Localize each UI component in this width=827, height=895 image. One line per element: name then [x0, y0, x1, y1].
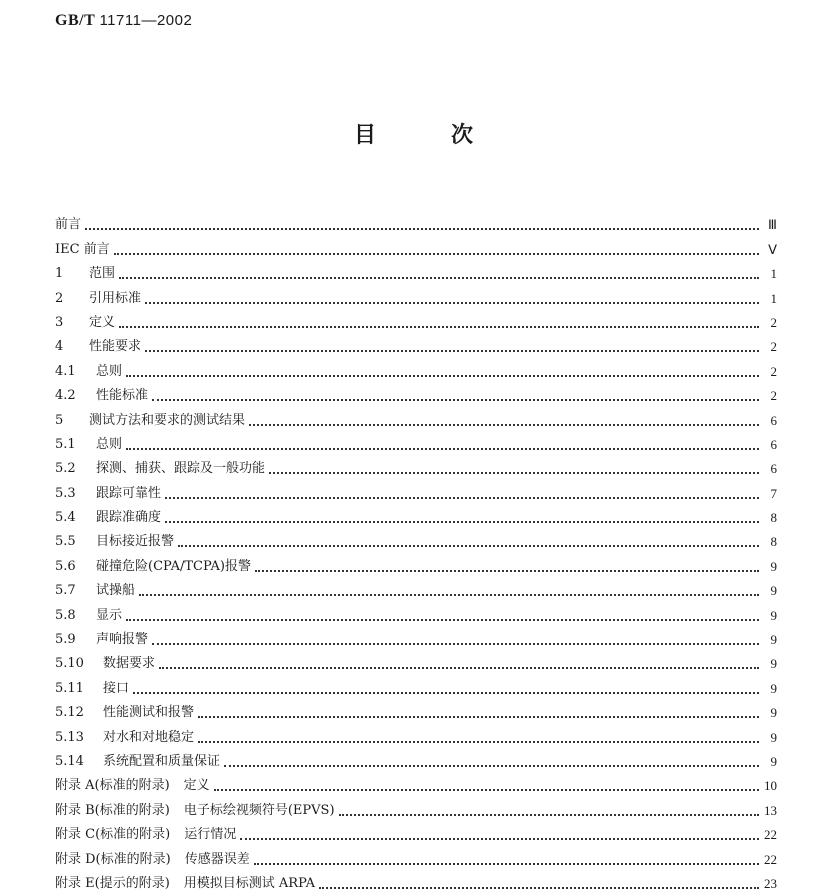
toc-title: 系统配置和质量保证	[103, 753, 221, 769]
toc-appendix-label: 附录 A(标准的附录)	[55, 778, 170, 794]
toc-leader	[165, 520, 759, 523]
toc-number: 5.7	[55, 583, 76, 599]
toc-entry[interactable]	[55, 624, 777, 648]
toc-number: 4	[55, 339, 64, 355]
toc-number: 5.2	[55, 461, 76, 477]
toc-entry[interactable]	[55, 453, 777, 477]
toc-page: 6	[770, 461, 777, 477]
title-char-2: 次	[451, 123, 474, 148]
toc-page: 2	[770, 314, 777, 330]
toc-title: 传感器误差	[184, 851, 250, 867]
toc-page: 7	[770, 485, 777, 501]
toc-leader	[165, 496, 759, 499]
toc-leader	[255, 569, 759, 572]
toc-entry[interactable]	[55, 380, 777, 404]
toc-number: 4.1	[55, 363, 76, 379]
toc-entry[interactable]	[55, 648, 777, 672]
toc-leader	[254, 862, 759, 865]
toc-entry[interactable]	[55, 282, 777, 306]
toc-page: 2	[770, 339, 777, 355]
toc-leader	[159, 666, 759, 669]
toc-entry[interactable]	[55, 307, 777, 331]
toc-title: 总则	[96, 363, 123, 379]
toc-number: 2	[55, 290, 64, 306]
toc-number: 5.10	[55, 656, 84, 672]
toc-page: 9	[770, 680, 777, 696]
toc-page: 2	[770, 363, 777, 379]
toc-page: 13	[764, 802, 777, 818]
toc-title: 接口	[103, 680, 130, 696]
toc-number: 5.11	[55, 680, 84, 696]
toc-title: 性能测试和报警	[103, 705, 195, 721]
toc-title: 引用标准	[89, 290, 142, 306]
toc-page: 8	[770, 510, 777, 526]
toc-title: 对水和对地稳定	[103, 729, 195, 745]
toc-title: IEC 前言	[55, 241, 110, 257]
toc-title: 试操船	[96, 583, 136, 599]
toc-entry[interactable]	[55, 526, 777, 550]
toc-leader	[126, 374, 759, 377]
toc-appendix-label: 附录 B(标准的附录)	[55, 802, 170, 818]
toc-number: 5.9	[55, 632, 76, 648]
toc-entry[interactable]	[55, 209, 777, 233]
toc-entry[interactable]	[55, 746, 777, 770]
toc-title: 碰撞危险(CPA/TCPA)报警	[96, 558, 251, 574]
toc-page: 9	[770, 607, 777, 623]
toc-page: 22	[764, 827, 777, 843]
toc-leader	[198, 740, 759, 743]
toc-number: 1	[55, 266, 64, 282]
toc-number: 5.8	[55, 607, 76, 623]
toc-leader	[214, 788, 759, 791]
toc-page: 22	[764, 851, 777, 867]
toc-leader	[178, 544, 759, 547]
toc-title: 探测、捕获、跟踪及一般功能	[96, 461, 266, 477]
toc-entry[interactable]	[55, 794, 777, 818]
toc-title: 声响报警	[96, 632, 149, 648]
toc-title: 性能标准	[96, 388, 149, 404]
standard-code	[55, 12, 192, 30]
toc-leader	[114, 252, 759, 255]
toc-page: 9	[770, 583, 777, 599]
toc-leader	[224, 764, 759, 767]
toc-title: 用模拟目标测试 ARPA	[183, 875, 316, 891]
toc-number: 5.1	[55, 436, 76, 452]
toc-leader	[85, 227, 759, 230]
toc-leader	[269, 471, 759, 474]
toc-page: 9	[770, 656, 777, 672]
standard-number: 11711—2002	[99, 12, 193, 29]
toc-number: 5.13	[55, 729, 84, 745]
toc-entry[interactable]	[55, 721, 777, 745]
toc-leader	[145, 301, 759, 304]
toc-title: 定义	[89, 314, 116, 330]
title-char-1: 目	[353, 123, 376, 148]
toc-entry[interactable]	[55, 331, 777, 355]
toc-page: 1	[770, 290, 777, 306]
toc-title: 电子标绘视频符号(EPVS)	[183, 802, 335, 818]
toc-entry[interactable]	[55, 233, 777, 257]
toc-entry[interactable]	[55, 575, 777, 599]
toc-entry[interactable]	[55, 868, 777, 892]
toc-title: 运行情况	[184, 827, 237, 843]
toc-title: 总则	[96, 436, 123, 452]
toc-leader	[319, 886, 759, 889]
toc-entry[interactable]	[55, 672, 777, 696]
toc-leader	[145, 349, 759, 352]
toc-leader	[126, 618, 759, 621]
toc-appendix-label: 附录 D(标准的附录)	[55, 851, 171, 867]
toc-entry[interactable]	[55, 429, 777, 453]
toc-title: 跟踪准确度	[96, 510, 162, 526]
toc-entry[interactable]	[55, 770, 777, 794]
toc-title: 跟踪可靠性	[96, 485, 162, 501]
toc-title: 性能要求	[89, 339, 142, 355]
toc-page: 9	[770, 729, 777, 745]
toc-number: 5.14	[55, 753, 84, 769]
toc-leader	[152, 398, 759, 401]
toc-appendix-label: 附录 E(提示的附录)	[55, 875, 170, 891]
standard-prefix: GB/T	[55, 12, 95, 29]
toc-leader	[119, 276, 759, 279]
toc-title: 定义	[183, 778, 210, 794]
toc-page: 8	[770, 534, 777, 550]
toc-page: 9	[770, 558, 777, 574]
toc-entry[interactable]	[55, 502, 777, 526]
toc-page: 2	[770, 388, 777, 404]
toc-title: 前言	[55, 217, 82, 233]
toc-entry[interactable]	[55, 258, 777, 282]
toc-leader	[139, 593, 759, 596]
toc-title: 目标接近报警	[96, 534, 175, 550]
table-of-contents	[55, 209, 777, 892]
toc-title: 数据要求	[103, 656, 156, 672]
toc-leader	[339, 813, 759, 816]
toc-title: 范围	[89, 266, 116, 282]
toc-page: 6	[770, 412, 777, 428]
toc-number: 3	[55, 314, 64, 330]
toc-leader	[126, 447, 759, 450]
toc-entry[interactable]	[55, 843, 777, 867]
toc-number: 5.3	[55, 485, 76, 501]
toc-leader	[198, 715, 759, 718]
toc-number: 5.6	[55, 558, 76, 574]
toc-entry[interactable]	[55, 404, 777, 428]
toc-entry[interactable]	[55, 355, 777, 379]
toc-page: 9	[770, 705, 777, 721]
page-title	[0, 118, 827, 149]
toc-number: 4.2	[55, 388, 76, 404]
toc-leader	[249, 423, 759, 426]
toc-leader	[240, 837, 759, 840]
toc-page: 23	[764, 875, 777, 891]
toc-number: 5	[55, 412, 64, 428]
toc-entry[interactable]	[55, 477, 777, 501]
toc-number: 5.4	[55, 510, 76, 526]
toc-leader	[119, 325, 759, 328]
toc-title: 测试方法和要求的测试结果	[89, 412, 246, 428]
toc-page: 9	[770, 753, 777, 769]
toc-page: Ⅲ	[768, 217, 777, 233]
toc-page: 9	[770, 632, 777, 648]
toc-entry[interactable]	[55, 819, 777, 843]
toc-entry[interactable]	[55, 599, 777, 623]
toc-page: Ⅴ	[768, 241, 777, 257]
toc-number: 5.12	[55, 705, 84, 721]
toc-appendix-label: 附录 C(标准的附录)	[55, 827, 171, 843]
toc-page: 10	[764, 778, 777, 794]
toc-entry[interactable]	[55, 550, 777, 574]
toc-page: 1	[770, 266, 777, 282]
toc-page: 6	[770, 436, 777, 452]
toc-leader	[133, 691, 759, 694]
toc-number: 5.5	[55, 534, 76, 550]
toc-entry[interactable]	[55, 697, 777, 721]
toc-title: 显示	[96, 607, 123, 623]
toc-leader	[152, 642, 759, 645]
